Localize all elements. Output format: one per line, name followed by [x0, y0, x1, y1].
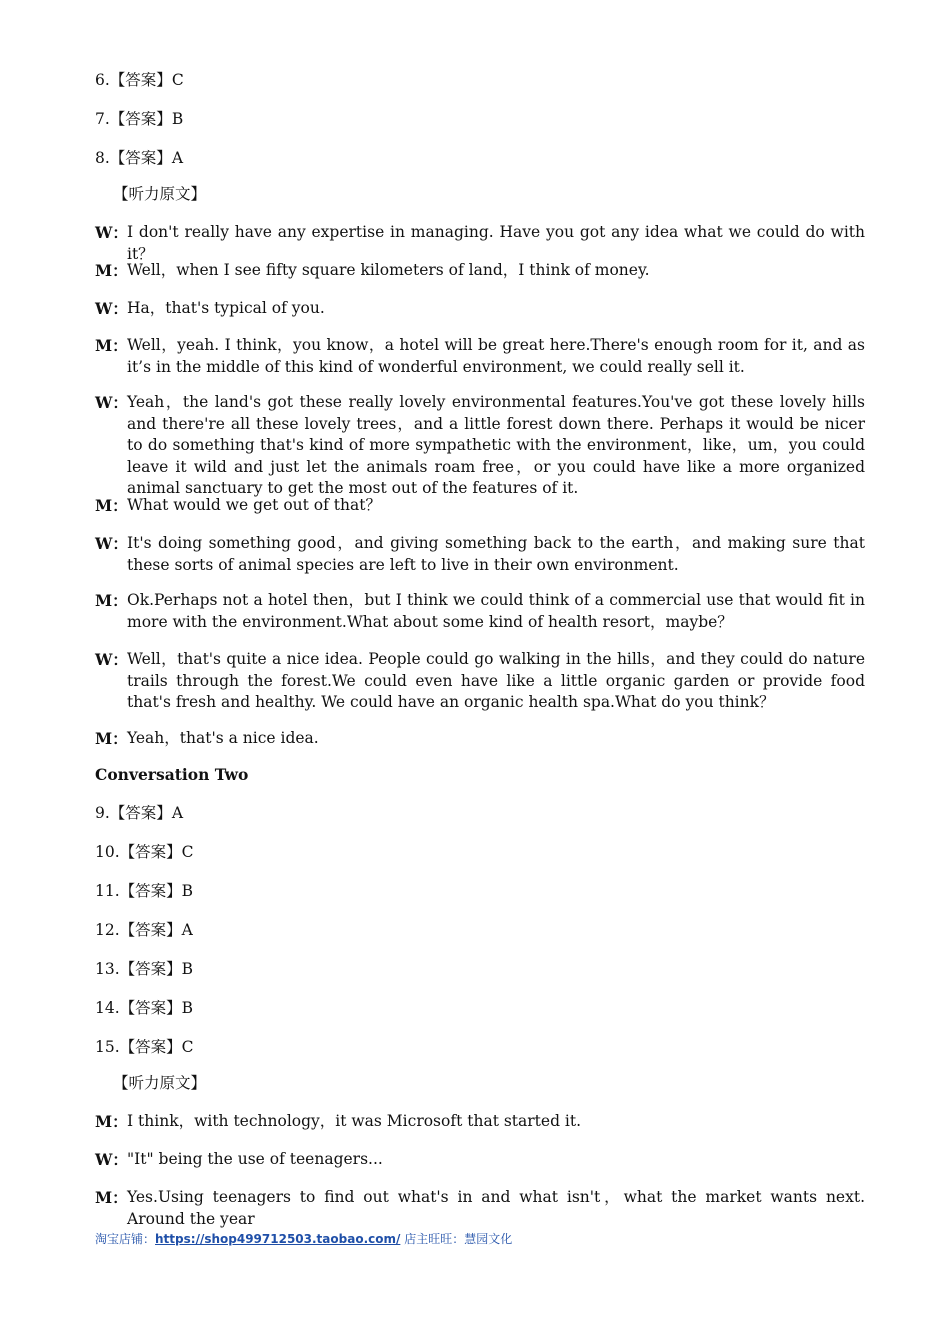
- utterance: I think，with technology，it was Microsoft that started it.: [127, 1112, 582, 1130]
- dialogue-line: [95, 222, 865, 265]
- speaker: M：: [95, 496, 128, 515]
- speaker: M：: [95, 1112, 128, 1131]
- speaker: W：: [95, 299, 128, 318]
- answer-line: 7.【答案】B: [95, 110, 184, 128]
- dialogue-line: [95, 260, 865, 282]
- transcript-label: 【听力原文】: [113, 185, 207, 203]
- utterance: Yeah，the land's got these really lovely environmental features.You've got these lovely hills and there're all these lovely trees，and a little forest down there. Perhaps it would be nicer to do something that's kind of more sympathetic with the environment，like，um，you could leave it wild and just let the animals roam free，or you could have like a more organized animal sanctuary to get the most out of the features of it.: [127, 393, 865, 497]
- utterance: Ok.Perhaps not a hotel then，but I think we could think of a commercial use that would fit in more with the environment.What about some kind of health resort，maybe？: [127, 591, 865, 631]
- utterance: Well，when I see fifty square kilometers of land，I think of money.: [127, 261, 650, 279]
- shop-link[interactable]: https://shop499712503.taobao.com/: [155, 1232, 401, 1246]
- speaker: W：: [95, 1150, 128, 1169]
- answer-line: 6.【答案】C: [95, 71, 184, 89]
- answer-line: 11.【答案】B: [95, 882, 194, 900]
- dialogue-line: [95, 533, 865, 576]
- dialogue-line: [95, 1187, 865, 1230]
- dialogue-line: [95, 649, 865, 714]
- speaker: W：: [95, 650, 128, 669]
- speaker: M：: [95, 729, 128, 748]
- dialogue-line: [95, 495, 865, 517]
- owner-label: 店主旺旺：慧园文化: [400, 1232, 513, 1246]
- utterance: Yes.Using teenagers to find out what's in and what isn't，what the market wants next. Around the year: [127, 1188, 865, 1228]
- utterance: Yeah，that's a nice idea.: [127, 729, 319, 747]
- utterance: What would we get out of that？: [127, 496, 381, 514]
- answer-line: 14.【答案】B: [95, 999, 194, 1017]
- answer-line: 8.【答案】A: [95, 149, 184, 167]
- answer-line: 9.【答案】A: [95, 804, 184, 822]
- dialogue-line: [95, 392, 865, 500]
- speaker: M：: [95, 591, 128, 610]
- speaker: M：: [95, 336, 128, 355]
- utterance: Well，yeah. I think，you know，a hotel will be great here.There's enough room for it, and as it’s in the middle of this kind of wonderful environment, we could really sell it.: [127, 336, 865, 376]
- dialogue-line: [95, 298, 865, 320]
- page-footer: [95, 1230, 512, 1247]
- speaker: M：: [95, 261, 128, 280]
- utterance: Ha，that's typical of you.: [127, 299, 325, 317]
- answer-line: 10.【答案】C: [95, 843, 194, 861]
- dialogue-line: [95, 335, 865, 378]
- dialogue-line: [95, 1111, 865, 1133]
- answer-line: 12.【答案】A: [95, 921, 193, 939]
- shop-label: 淘宝店铺：: [95, 1232, 156, 1246]
- speaker: W：: [95, 223, 128, 242]
- speaker: W：: [95, 393, 128, 412]
- utterance: "It" being the use of teenagers...: [127, 1150, 383, 1168]
- dialogue-line: [95, 590, 865, 633]
- dialogue-line: [95, 1149, 865, 1171]
- section-heading: Conversation Two: [95, 765, 249, 784]
- utterance: It's doing something good，and giving something back to the earth，and making sure that these sorts of animal species are left to live in their own environment.: [127, 534, 865, 574]
- speaker: W：: [95, 534, 128, 553]
- transcript-label: 【听力原文】: [113, 1074, 207, 1092]
- utterance: I don't really have any expertise in managing. Have you got any idea what we could do with it？: [127, 223, 865, 263]
- speaker: M：: [95, 1188, 128, 1207]
- answer-line: 13.【答案】B: [95, 960, 194, 978]
- utterance: Well，that's quite a nice idea. People could go walking in the hills，and they could do nature trails through the forest.We could even have like a little organic garden or provide food that's fresh and healthy. We could have an organic health spa.What do you think？: [127, 650, 865, 711]
- answer-line: 15.【答案】C: [95, 1038, 194, 1056]
- dialogue-line: [95, 728, 865, 750]
